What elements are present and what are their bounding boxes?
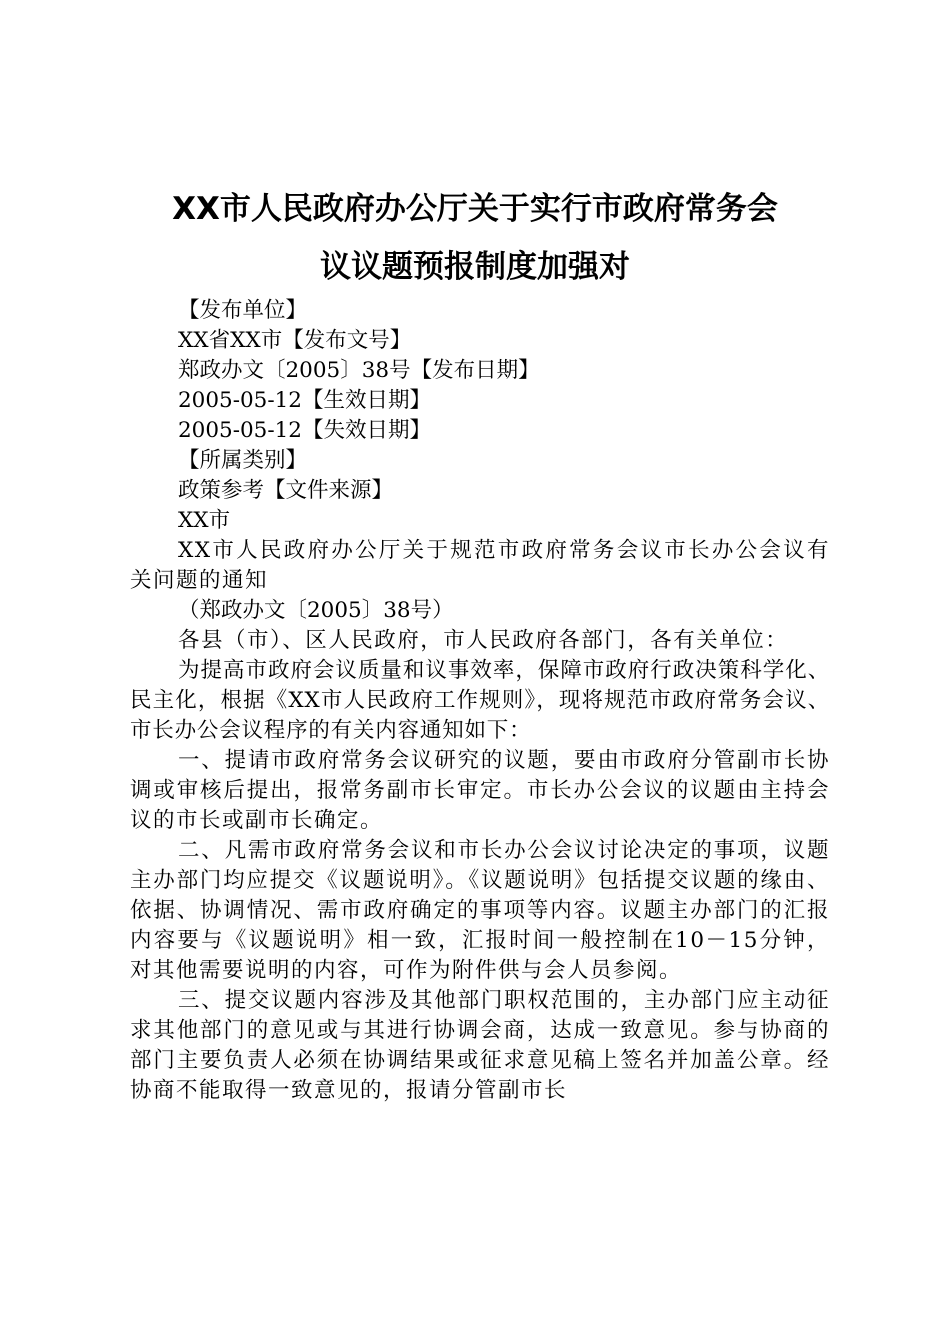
meta-line: 【发布单位】 (178, 298, 308, 323)
meta-line: XX市 (178, 508, 231, 533)
meta-line: XX省XX市【发布文号】 (178, 328, 412, 353)
document-title (120, 180, 830, 296)
meta-line: 政策参考【文件来源】 (178, 478, 394, 503)
meta-line: 2005-05-12【生效日期】 (178, 388, 431, 413)
body-paragraph: 为提高市政府会议质量和议事效率，保障市政府行政决策科学化、民主化，根据《XX市人民政府工作规则》，现将规范市政府常务会议、市长办公会议程序的有关内容通知如下： (130, 658, 830, 743)
meta-line: 郑政办文〔2005〕38号【发布日期】 (178, 358, 540, 383)
body-paragraph: 三、提交议题内容涉及其他部门职权范围的，主办部门应主动征求其他部门的意见或与其进行协调会商，达成一致意见。参与协商的部门主要负责人必须在协调结果或征求意见稿上签名并加盖公章。经协商不能取得一致意见的，报请分管副市长 (130, 988, 830, 1103)
meta-line: 【所属类别】 (178, 448, 308, 473)
body-paragraph: 一、提请市政府常务会议研究的议题，要由市政府分管副市长协调或审核后提出，报常务副市长审定。市长办公会议的议题由主持会议的市长或副市长确定。 (130, 748, 830, 833)
notice-title: XX市人民政府办公厅关于规范市政府常务会议市长办公会议有关问题的通知 (130, 538, 830, 593)
body-paragraph: 二、凡需市政府常务会议和市长办公会议讨论决定的事项，议题主办部门均应提交《议题说明》。《议题说明》包括提交议题的缘由、依据、协调情况、需市政府确定的事项等内容。议题主办部门的汇报内容要与《议题说明》相一致，汇报时间一般控制在10－15分钟，对其他需要说明的内容，可作为附件供与会人员参阅。 (130, 838, 830, 983)
title-line-2: 议议题预报制度加强对 (320, 249, 630, 285)
doc-number: （郑政办文〔2005〕38号） (178, 598, 454, 623)
title-line-1: XX市人民政府办公厅关于实行市政府常务会 (172, 191, 778, 227)
meta-line: 2005-05-12【失效日期】 (178, 418, 431, 443)
document-body (130, 296, 830, 1106)
addressee: 各县（市）、区人民政府，市人民政府各部门，各有关单位： (178, 628, 789, 653)
